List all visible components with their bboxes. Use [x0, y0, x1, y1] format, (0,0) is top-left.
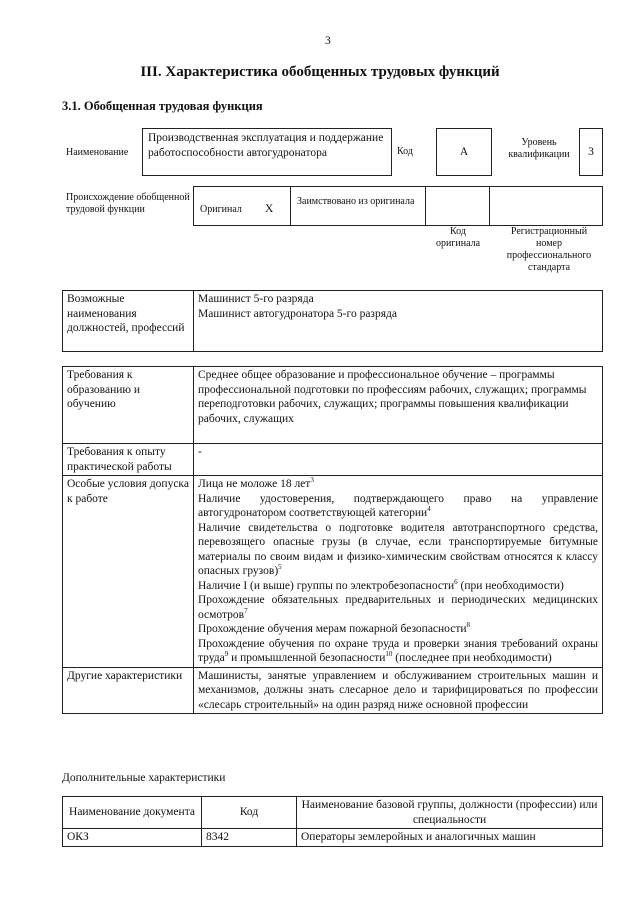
- name-label: Наименование: [66, 147, 129, 158]
- section-title: III. Характеристика обобщенных трудовых функций: [140, 64, 500, 80]
- condition-item: Прохождение обучения мерам пожарной безопасности$^8$: [198, 621, 471, 635]
- other-label: Другие характеристики: [63, 667, 194, 714]
- requirements-table: [62, 366, 603, 714]
- header-document: Наименование документа: [63, 797, 202, 829]
- otf-name-value: Производственная эксплуатация и поддержание работоспособности автогудронатора: [148, 132, 384, 159]
- conditions-list: [194, 476, 603, 668]
- positions-values: [194, 291, 603, 352]
- condition-item: Наличие свидетельства о подготовке водителя автотранспортного средства, перевозящего опасные грузы (в случае, если транспортируемые битумные материалы по своим видам и физико-химическим свойствам относятся к классу опасных грузов)$^5$: [198, 521, 598, 577]
- borrowed-label: Заимствовано из оригинала: [297, 196, 415, 207]
- otf-code-box: [436, 128, 492, 176]
- experience-label: Требования к опыту практической работы: [63, 444, 194, 476]
- education-label: Требования к образованию и обучению: [63, 367, 194, 444]
- reg-number-caption: Регистрационный номер профессионального стандарта: [506, 226, 592, 273]
- code-label: Код: [397, 146, 413, 157]
- position-item: Машинист автогудронатора 5-го разряда: [198, 307, 397, 320]
- row-document: ОКЗ: [63, 829, 202, 847]
- code-original-caption: Код оригинала: [435, 226, 481, 249]
- conditions-label: Особые условия допуска к работе: [63, 476, 194, 668]
- other-value: Машинисты, занятые управлением и обслуживанием строительных машин и механизмов, должны знать слесарное дело и тарифицироваться по профессии «слесарь строительный» на один разряд ниже основной профессии: [194, 667, 603, 714]
- origin-divider-2: [425, 186, 426, 226]
- original-mark: X: [265, 203, 274, 215]
- position-item: Машинист 5-го разряда: [198, 293, 314, 305]
- condition-item: Прохождение обучения по охране труда и проверки знания требований охраны труда$^9$ и промышленной безопасности$^{10}$ (последнее при необходимости): [198, 637, 598, 664]
- positions-table: [62, 290, 603, 352]
- header-code: Код: [202, 797, 297, 829]
- origin-divider-3: [489, 186, 490, 226]
- origin-divider-1: [290, 186, 291, 226]
- row-group: Операторы землеройных и аналогичных машин: [297, 829, 603, 847]
- level-label: Уровень квалификации: [508, 137, 570, 160]
- level-value: 3: [588, 146, 594, 158]
- positions-label: Возможные наименования должностей, профессий: [63, 291, 194, 352]
- condition-item: Наличие I (и выше) группы по электробезопасности$^6$ (при необходимости): [198, 577, 564, 592]
- condition-item: Прохождение обязательных предварительных и периодических медицинских осмотров$^7$: [198, 594, 598, 621]
- level-box: [579, 128, 603, 176]
- additional-table: [62, 796, 603, 847]
- subsection-title: 3.1. Обобщенная трудовая функция: [62, 99, 263, 113]
- original-label: Оригинал: [200, 204, 242, 215]
- condition-item: Наличие удостоверения, подтверждающего право на управление автогудронатором соответствующей категории$^4$: [198, 492, 598, 519]
- education-value: Среднее общее образование и профессиональное обучение – программы профессиональной подготовки по профессиям рабочих, служащих; программы переподготовки рабочих, служащих; программы повышения квалификации рабочих, служащих: [194, 367, 603, 444]
- condition-item: Лица не моложе 18 лет$^3$: [198, 476, 314, 490]
- experience-value: -: [194, 444, 603, 476]
- otf-name-box: [142, 128, 392, 176]
- origin-label: Происхождение обобщенной трудовой функции: [66, 192, 190, 215]
- row-code: 8342: [202, 829, 297, 847]
- page-number: 3: [325, 35, 331, 47]
- header-group: Наименование базовой группы, должности (профессии) или специальности: [297, 797, 603, 829]
- additional-title: Дополнительные характеристики: [62, 772, 226, 784]
- otf-code-value: А: [459, 146, 469, 158]
